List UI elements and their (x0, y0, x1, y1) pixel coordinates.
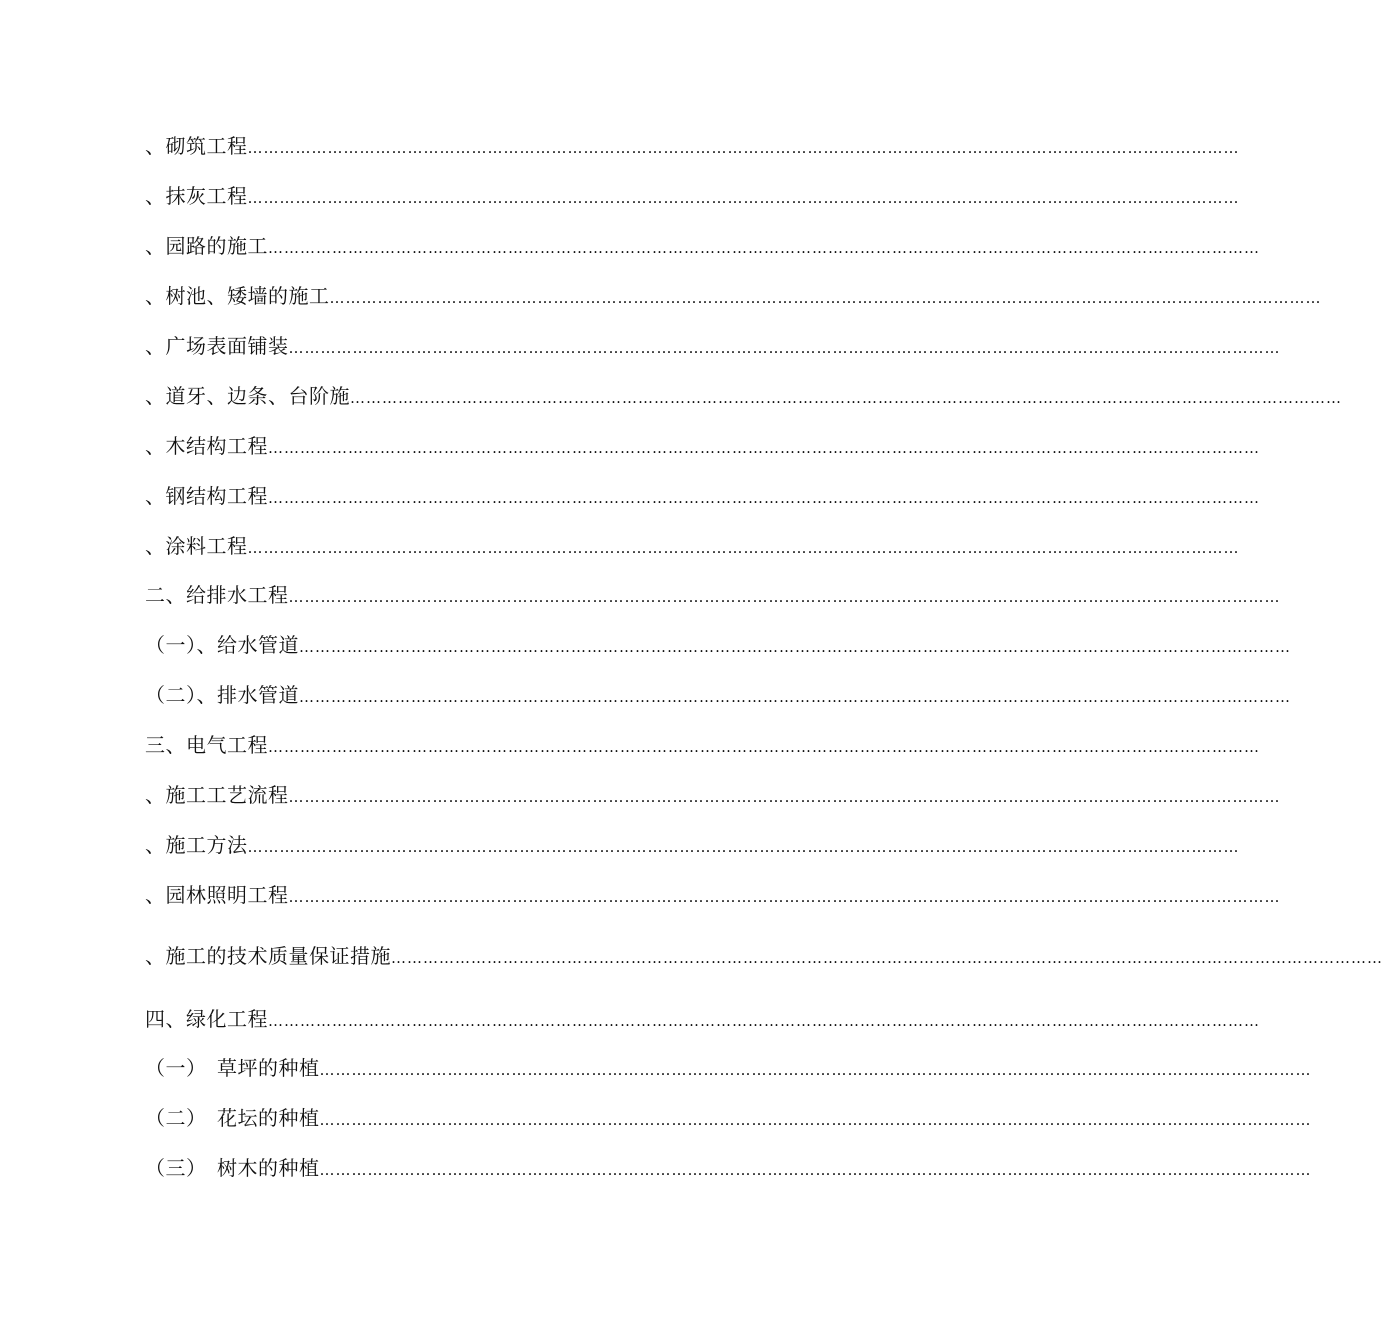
toc-leader-dots: …………………………………………………………………………………………………………………………………………………………………… (268, 439, 1260, 457)
toc-entry-label: 、广场表面铺装 (145, 334, 289, 358)
toc-entry-tree-planting[interactable] (145, 1153, 1312, 1183)
toc-leader-dots: …………………………………………………………………………………………………………………………………………………………………… (299, 688, 1291, 706)
toc-leader-dots: …………………………………………………………………………………………………………………………………………………………………… (319, 1161, 1312, 1179)
toc-leader-dots: …………………………………………………………………………………………………………………………………………………………………… (319, 1061, 1312, 1079)
toc-entry-coating[interactable] (145, 531, 1240, 561)
toc-entry-masonry[interactable] (145, 131, 1240, 161)
toc-entry-label: （一） 草坪的种植 (145, 1056, 320, 1080)
toc-entry-label: 、树池、矮墙的施工 (145, 284, 330, 308)
toc-entry-steel-structure[interactable] (145, 481, 1260, 511)
toc-leader-dots: …………………………………………………………………………………………………………………………………………………………………… (319, 1111, 1312, 1129)
toc-leader-dots: …………………………………………………………………………………………………………………………………………………………………… (247, 539, 1240, 557)
toc-entry-label: 三、电气工程 (145, 733, 268, 757)
toc-leader-dots: …………………………………………………………………………………………………………………………………………………………………… (288, 788, 1281, 806)
toc-entry-label: 、施工的技术质量保证措施 (145, 944, 391, 968)
toc-leader-dots: …………………………………………………………………………………………………………………………………………………………………… (299, 638, 1291, 656)
toc-entry-drainage-pipe[interactable] (145, 680, 1291, 710)
toc-entry-label: 、涂料工程 (145, 534, 248, 558)
toc-leader-dots: …………………………………………………………………………………………………………………………………………………………………… (288, 588, 1281, 606)
toc-entry-construction-method[interactable] (145, 830, 1240, 860)
toc-entry-label: （三） 树木的种植 (145, 1156, 320, 1180)
toc-leader-dots: …………………………………………………………………………………………………………………………………………………………………… (268, 489, 1260, 507)
toc-entry-plastering[interactable] (145, 181, 1240, 211)
toc-entry-label: 、抹灰工程 (145, 184, 248, 208)
toc-leader-dots: …………………………………………………………………………………………………………………………………………………………………… (268, 738, 1260, 756)
toc-entry-process-flow[interactable] (145, 780, 1281, 810)
toc-entry-greening[interactable] (145, 1004, 1260, 1034)
toc-entry-label: 、钢结构工程 (145, 484, 268, 508)
toc-leader-dots: …………………………………………………………………………………………………………………………………………………………………… (247, 838, 1240, 856)
toc-entry-label: 、木结构工程 (145, 434, 268, 458)
toc-entry-label: 、砌筑工程 (145, 134, 248, 158)
toc-entry-label: （二）、排水管道 (145, 683, 299, 707)
toc-leader-dots: …………………………………………………………………………………………………………………………………………………………………… (288, 888, 1281, 906)
toc-entry-electrical[interactable] (145, 730, 1260, 760)
toc-entry-water-supply-pipe[interactable] (145, 630, 1291, 660)
toc-entry-wood-structure[interactable] (145, 431, 1260, 461)
toc-entry-label: 四、绿化工程 (145, 1007, 268, 1031)
toc-leader-dots: …………………………………………………………………………………………………………………………………………………………………… (247, 189, 1240, 207)
toc-entry-lawn-planting[interactable] (145, 1053, 1312, 1083)
toc-leader-dots: …………………………………………………………………………………………………………………………………………………………………… (329, 289, 1322, 307)
toc-entry-label: （一）、给水管道 (145, 633, 299, 657)
toc-leader-dots: …………………………………………………………………………………………………………………………………………………………………… (247, 139, 1240, 157)
toc-entry-square-paving[interactable] (145, 331, 1281, 361)
toc-entry-label: 、园林照明工程 (145, 883, 289, 907)
toc-entry-label: 、园路的施工 (145, 234, 268, 258)
toc-entry-label: 、道牙、边条、台阶施 (145, 384, 350, 408)
toc-entry-label: （二） 花坛的种植 (145, 1106, 320, 1130)
toc-entry-label: 二、给排水工程 (145, 583, 289, 607)
toc-entry-curb-steps[interactable] (145, 381, 1342, 411)
toc-entry-label: 、施工方法 (145, 833, 248, 857)
toc-leader-dots: …………………………………………………………………………………………………………………………………………………………………… (350, 389, 1342, 407)
toc-leader-dots: …………………………………………………………………………………………………………………………………………………………………… (288, 339, 1281, 357)
toc-entry-garden-road[interactable] (145, 231, 1260, 261)
toc-entry-flowerbed-planting[interactable] (145, 1103, 1312, 1133)
toc-entry-garden-lighting[interactable] (145, 880, 1281, 910)
toc-leader-dots: …………………………………………………………………………………………………………………………………………………………………… (391, 949, 1383, 967)
toc-leader-dots: …………………………………………………………………………………………………………………………………………………………………… (268, 1012, 1260, 1030)
toc-entry-quality-assurance[interactable] (145, 941, 1383, 971)
toc-leader-dots: …………………………………………………………………………………………………………………………………………………………………… (268, 239, 1260, 257)
toc-entry-water-drainage[interactable] (145, 580, 1281, 610)
toc-entry-tree-pool[interactable] (145, 281, 1322, 311)
toc-entry-label: 、施工工艺流程 (145, 783, 289, 807)
